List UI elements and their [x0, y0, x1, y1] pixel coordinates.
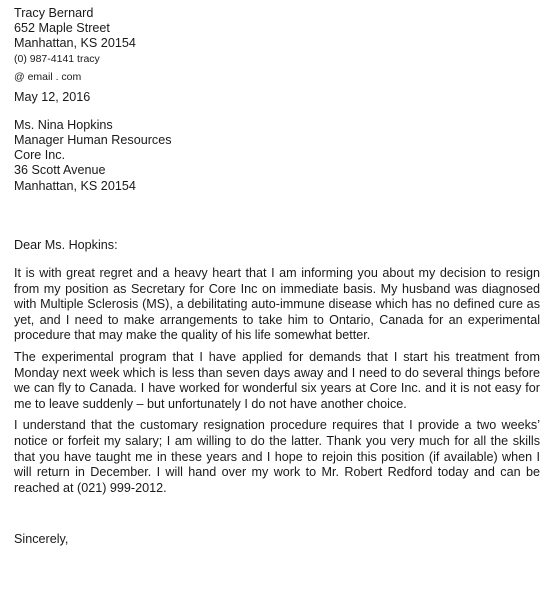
- closing: Sincerely,: [14, 532, 69, 547]
- letter-date: May 12, 2016: [14, 89, 91, 104]
- body-paragraph: It is with great regret and a heavy heart that I am informing you about my decision to resign from my position as Secretary for Core Inc on immediate basis. My husband was diagnosed with Multiple Sclerosis (MS), a debilitating auto-immune disease which has no defined cure as yet, and I need to make arrangements to take him to Ontario, Canada for an experimental procedure that may make the quality of his life somewhat better.: [14, 266, 540, 343]
- sender-block: [14, 6, 542, 84]
- letter-page: [14, 6, 542, 548]
- recipient-block: [14, 118, 542, 194]
- recipient-street: 36 Scott Avenue: [14, 163, 106, 178]
- recipient-company: Core Inc.: [14, 148, 66, 163]
- salutation: Dear Ms. Hopkins:: [14, 237, 118, 252]
- recipient-city-state-zip: Manhattan, KS 20154: [14, 178, 136, 193]
- body-paragraph: The experimental program that I have applied for demands that I start his treatment from Monday next week which is less than seven days away and I need to do several things before we can fly to Canada. I have worked for wonderful six years at Core Inc. and it is not easy for me to leave suddenly – but unfortunately I do not have another choice.: [14, 350, 540, 411]
- sender-city-state-zip: Manhattan, KS 20154: [14, 36, 136, 51]
- letter-body: [14, 266, 542, 496]
- sender-email: @ email . com: [14, 70, 82, 83]
- sender-name: Tracy Bernard: [14, 6, 94, 20]
- recipient-name: Ms. Nina Hopkins: [14, 117, 113, 132]
- recipient-title: Manager Human Resources: [14, 133, 172, 148]
- sender-street: 652 Maple Street: [14, 21, 110, 36]
- body-paragraph: I understand that the customary resignation procedure requires that I provide a two weeks’ notice or forfeit my salary; I am willing to do the latter. Thank you very much for all the skills that you have taught me in these years and I hope to rejoin this position (if available) when I will return in December. I will hand over my work to Mr. Robert Redford today and can be reached at (021) 999-2012.: [14, 418, 540, 495]
- sender-phone: (0) 987-4141 tracy: [14, 52, 100, 65]
